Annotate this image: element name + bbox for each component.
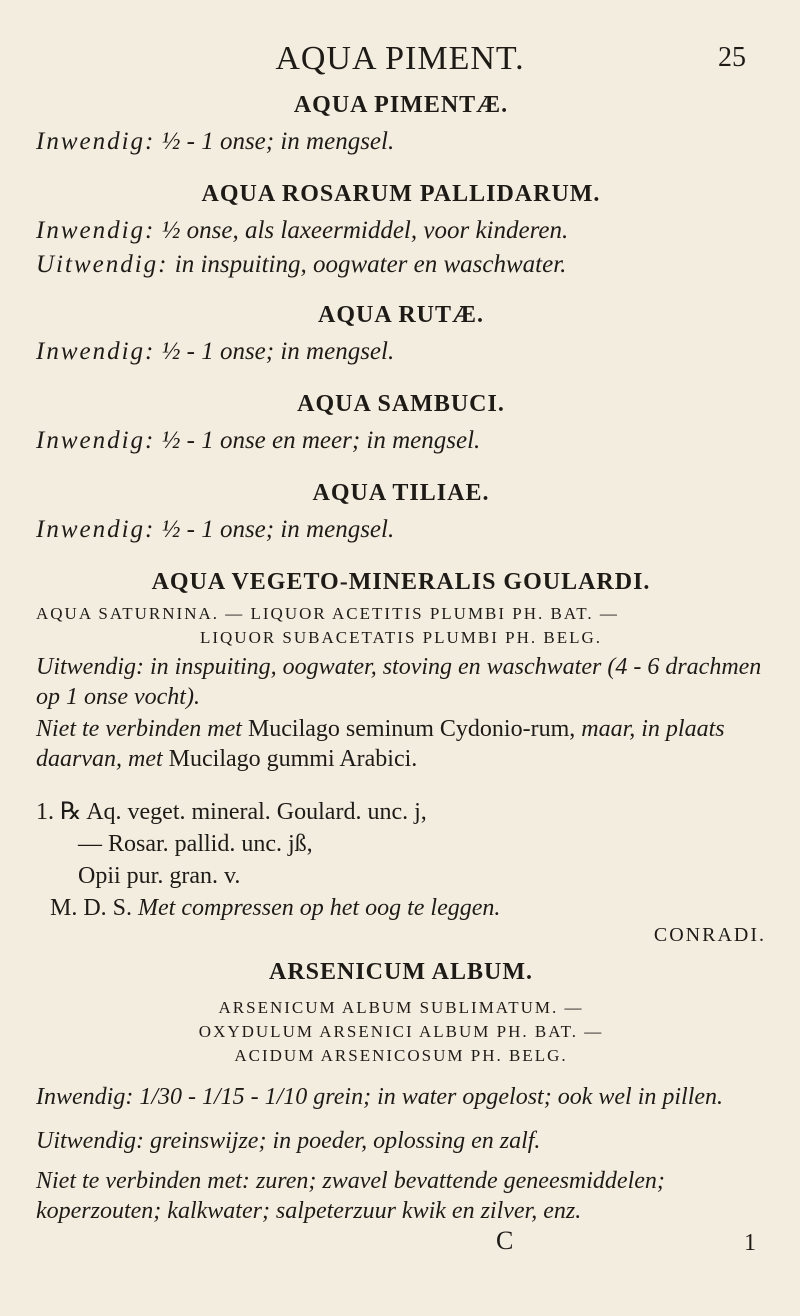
synonym-line: OXYDULUM ARSENICI ALBUM PH. BAT. — bbox=[198, 1022, 604, 1041]
prescription-line: Opii pur. gran. v. bbox=[78, 863, 241, 889]
entry-internal-rutae bbox=[36, 335, 766, 369]
running-head bbox=[0, 40, 800, 80]
external-label: Uitwendig: bbox=[36, 251, 169, 278]
author-signature: CONRADI. bbox=[653, 924, 766, 946]
internal-label: Inwendig: bbox=[36, 1084, 134, 1110]
internal-label: Inwendig: bbox=[36, 338, 156, 365]
entry-title-rosarum: AQUA ROSARUM PALLIDARUM. bbox=[201, 181, 601, 207]
prescription bbox=[36, 796, 766, 947]
entry-internal-rosarum bbox=[36, 214, 766, 248]
entry-incompat-arsenicum bbox=[36, 1166, 766, 1226]
not-text: Mucilago gummi Arabici. bbox=[168, 746, 418, 772]
entry-title-sambuci: AQUA SAMBUCI. bbox=[297, 391, 505, 417]
not-text: zuren; zwavel bevattende geneesmiddelen; koperzouten; kalkwater; salpeterzuur kwik en zilver, enz. bbox=[36, 1168, 665, 1224]
external-text: greinswijze; in poeder, oplossing en zalf. bbox=[150, 1128, 541, 1154]
internal-label: Inwendig: bbox=[36, 427, 156, 454]
running-head-title: AQUA PIMENT. bbox=[275, 40, 525, 77]
internal-text: ½ onse, als laxeermiddel, voor kinderen. bbox=[161, 217, 569, 244]
external-label: Uitwendig: bbox=[36, 654, 144, 680]
page-content bbox=[36, 88, 766, 1256]
entry-internal-arsenicum bbox=[36, 1082, 766, 1112]
signature-mark: C bbox=[496, 1226, 514, 1255]
not-label: Niet te verbinden met bbox=[36, 716, 242, 742]
entry-internal-sambuci bbox=[36, 424, 766, 458]
entry-title-rutae: AQUA RUTÆ. bbox=[317, 302, 484, 328]
external-label: Uitwendig: bbox=[36, 1128, 144, 1154]
not-text: Mucilago seminum Cydonio-rum, bbox=[247, 716, 576, 742]
prescription-line: 1. ℞ Aq. veget. mineral. Goulard. unc. j, bbox=[36, 799, 427, 825]
prescription-line: — Rosar. pallid. unc. jß, bbox=[78, 831, 313, 857]
entry-external-goulardi bbox=[36, 652, 766, 712]
internal-text: 1/30 - 1/15 - 1/10 grein; in water opgelost; ook wel in pillen. bbox=[139, 1084, 724, 1110]
prescription-prefix: M. D. S. bbox=[50, 895, 133, 921]
prescription-text: Met compressen op het oog te leggen. bbox=[138, 895, 501, 921]
synonym-line: ACIDUM ARSENICOSUM PH. BELG. bbox=[234, 1046, 568, 1065]
page-number: 25 bbox=[718, 42, 746, 73]
internal-label: Inwendig: bbox=[36, 217, 156, 244]
entry-incompat-goulardi bbox=[36, 714, 766, 774]
synonym-line: AQUA SATURNINA. — LIQUOR ACETITIS PLUMBI PH. BAT. — bbox=[36, 604, 619, 623]
synonym-line: ARSENICUM ALBUM SUBLIMATUM. — bbox=[218, 998, 584, 1017]
not-label: Niet te verbinden met: bbox=[36, 1168, 250, 1194]
internal-text: ½ - 1 onse; in mengsel. bbox=[161, 128, 395, 155]
prescription-line bbox=[36, 892, 766, 924]
entry-title-arsenicum: ARSENICUM ALBUM. bbox=[268, 959, 533, 985]
external-text: in inspuiting, oogwater en waschwater. bbox=[174, 251, 567, 278]
entry-title-pimentae: AQUA PIMENTÆ. bbox=[293, 92, 509, 118]
not-text: maar, in plaats daarvan, met bbox=[36, 716, 725, 772]
internal-label: Inwendig: bbox=[36, 128, 156, 155]
entry-title-tiliae: AQUA TILIAE. bbox=[312, 480, 490, 506]
internal-label: Inwendig: bbox=[36, 516, 156, 543]
entry-internal-pimentae bbox=[36, 125, 766, 159]
external-text: in inspuiting, oogwater, stoving en waschwater (4 - 6 drachmen op 1 onse vocht). bbox=[36, 654, 762, 710]
entry-internal-tiliae bbox=[36, 513, 766, 547]
internal-text: ½ - 1 onse; in mengsel. bbox=[161, 338, 395, 365]
internal-text: ½ - 1 onse; in mengsel. bbox=[161, 516, 395, 543]
entry-title-goulardi: AQUA VEGETO-MINERALIS GOULARDI. bbox=[151, 569, 651, 595]
footer-number: 1 bbox=[744, 1230, 756, 1256]
page-footer bbox=[36, 1226, 766, 1256]
synonym-line: LIQUOR SUBACETATIS PLUMBI PH. BELG. bbox=[199, 628, 603, 647]
internal-text: ½ - 1 onse en meer; in mengsel. bbox=[161, 427, 481, 454]
entry-external-rosarum bbox=[36, 248, 766, 282]
entry-external-arsenicum bbox=[36, 1126, 766, 1156]
